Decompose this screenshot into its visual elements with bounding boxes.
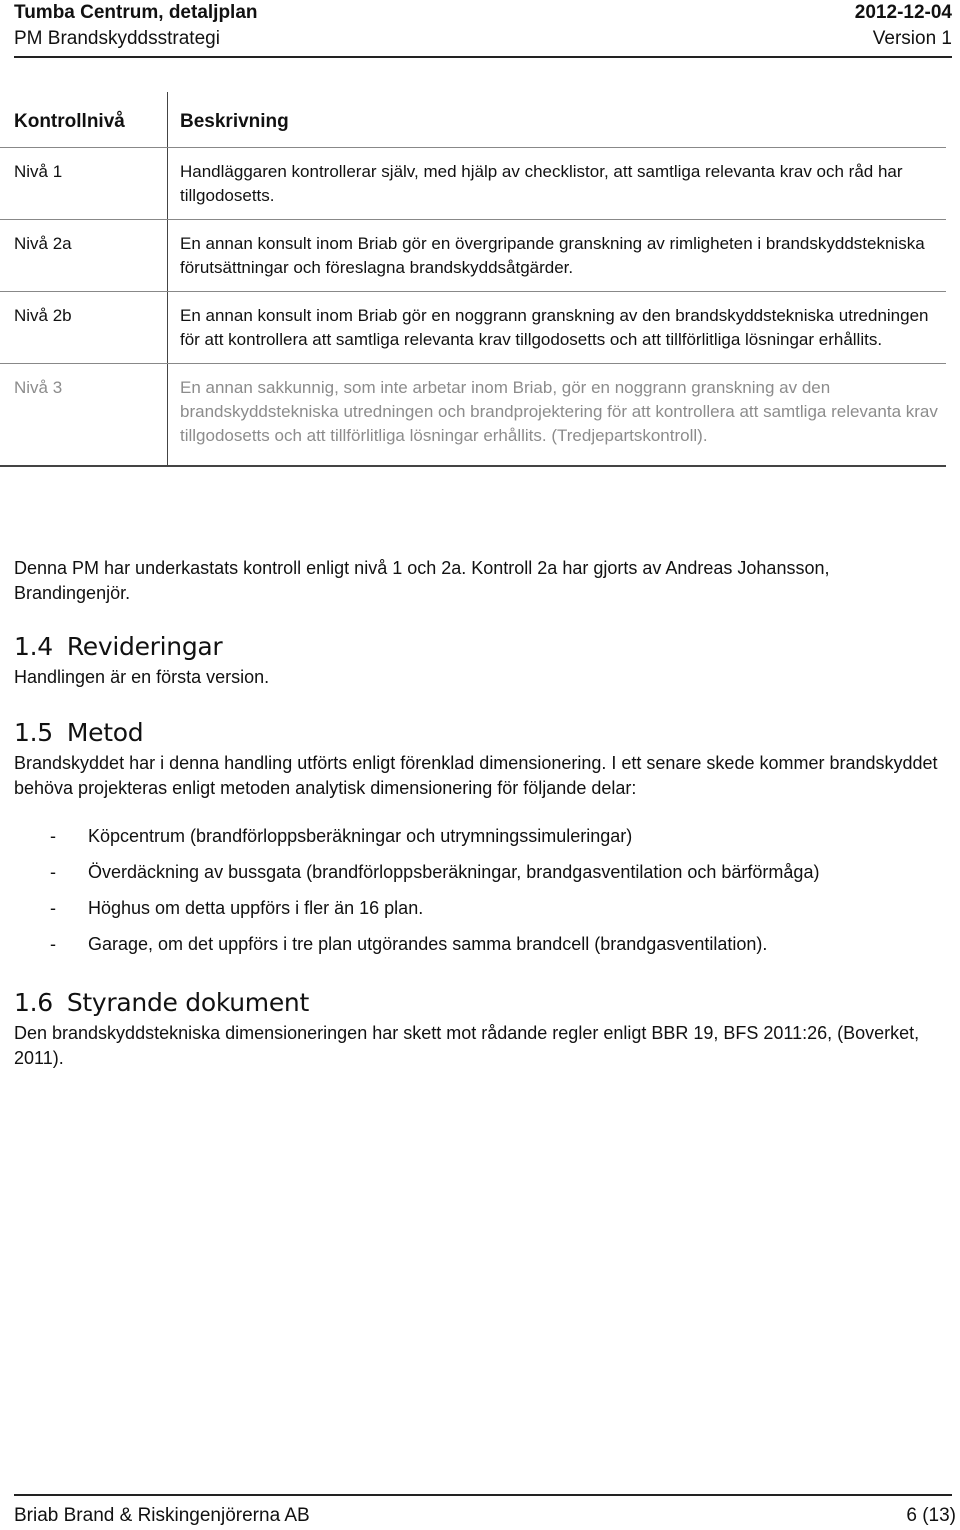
table-row [0, 148, 946, 220]
footer-company: Briab Brand & Riskingenjörerna AB [14, 1505, 310, 1526]
list-item [14, 932, 950, 957]
section-text: Brandskyddet har i denna handling utförts enligt förenklad dimensionering. I ett senare skede kommer brandskyddet behöva projekteras enligt metoden analytisk dimensionering för följande delar: [14, 753, 938, 798]
section-number: 1.4 [14, 632, 53, 661]
description-cell: Handläggaren kontrollerar själv, med hjälp av checklistor, att samtliga relevanta krav och råd har tillgodosetts. [168, 148, 947, 220]
section-heading-styrande-dokument [14, 987, 950, 1019]
column-header-description: Beskrivning [168, 92, 947, 148]
level-cell: Nivå 3 [0, 364, 168, 467]
document-date: 2012-12-04 [854, 2, 952, 23]
footer-divider [14, 1494, 952, 1496]
document-title: Tumba Centrum, detaljplan [14, 2, 258, 23]
list-item [14, 824, 950, 849]
list-dash: - [50, 934, 56, 954]
section-title: Metod [66, 718, 144, 747]
section-heading-metod [14, 717, 950, 749]
list-item-text: Överdäckning av bussgata (brandförloppsberäkningar, brandgasventilation och bärförmåga) [88, 862, 820, 882]
description-cell: En annan sakkunnig, som inte arbetar inom Briab, gör en noggrann granskning av den brandskyddstekniska utredningen och brandprojektering för att kontrollera att samtliga relevanta krav tillgodosetts och att tillförlitliga lösningar erhållits. (Tredjepartskontroll). [168, 364, 947, 467]
level-cell: Nivå 2a [0, 220, 168, 292]
section-text: Den brandskyddstekniska dimensioneringen har skett mot rådande regler enligt BBR 19, BFS 2011:26, (Boverket, 2011). [14, 1023, 920, 1068]
header-divider [14, 56, 952, 58]
list-item [14, 860, 950, 885]
table-header-row [0, 92, 946, 148]
level-cell: Nivå 1 [0, 148, 168, 220]
description-cell: En annan konsult inom Briab gör en övergripande granskning av rimligheten i brandskyddstekniska förutsättningar och föreslagna brandskyddsåtgärder. [168, 220, 947, 292]
table-row [0, 364, 946, 467]
document-subtitle: PM Brandskyddsstrategi [14, 28, 220, 49]
control-note: Denna PM har underkastats kontroll enligt nivå 1 och 2a. Kontroll 2a har gjorts av Andreas Johansson, Brandingenjör. [14, 558, 830, 603]
section-number: 1.5 [14, 718, 53, 747]
section-title: Revideringar [66, 632, 223, 661]
method-list [14, 824, 950, 957]
section-number: 1.6 [14, 988, 53, 1017]
list-item [14, 896, 950, 921]
list-dash: - [50, 862, 56, 882]
table-row [0, 220, 946, 292]
table-row [0, 292, 946, 364]
page-footer [14, 1504, 956, 1528]
column-header-level: Kontrollnivå [0, 92, 168, 148]
list-dash: - [50, 826, 56, 846]
control-level-table [0, 92, 946, 467]
page-header [14, 0, 952, 52]
document-version: Version 1 [872, 28, 952, 49]
level-cell: Nivå 2b [0, 292, 168, 364]
description-cell: En annan konsult inom Briab gör en noggrann granskning av den brandskyddstekniska utredningen för att kontrollera att samtliga relevanta krav tillgodosetts och att tillförlitliga lösningar erhållits. [168, 292, 947, 364]
document-body [14, 556, 950, 1071]
section-text: Handlingen är en första version. [14, 667, 270, 687]
section-heading-revideringar [14, 631, 950, 663]
list-dash: - [50, 898, 56, 918]
page-number: 6 (13) [906, 1505, 956, 1526]
list-item-text: Köpcentrum (brandförloppsberäkningar och utrymningssimuleringar) [88, 826, 633, 846]
section-title: Styrande dokument [66, 988, 309, 1017]
list-item-text: Höghus om detta uppförs i fler än 16 plan. [88, 898, 424, 918]
list-item-text: Garage, om det uppförs i tre plan utgörandes samma brandcell (brandgasventilation). [88, 934, 768, 954]
